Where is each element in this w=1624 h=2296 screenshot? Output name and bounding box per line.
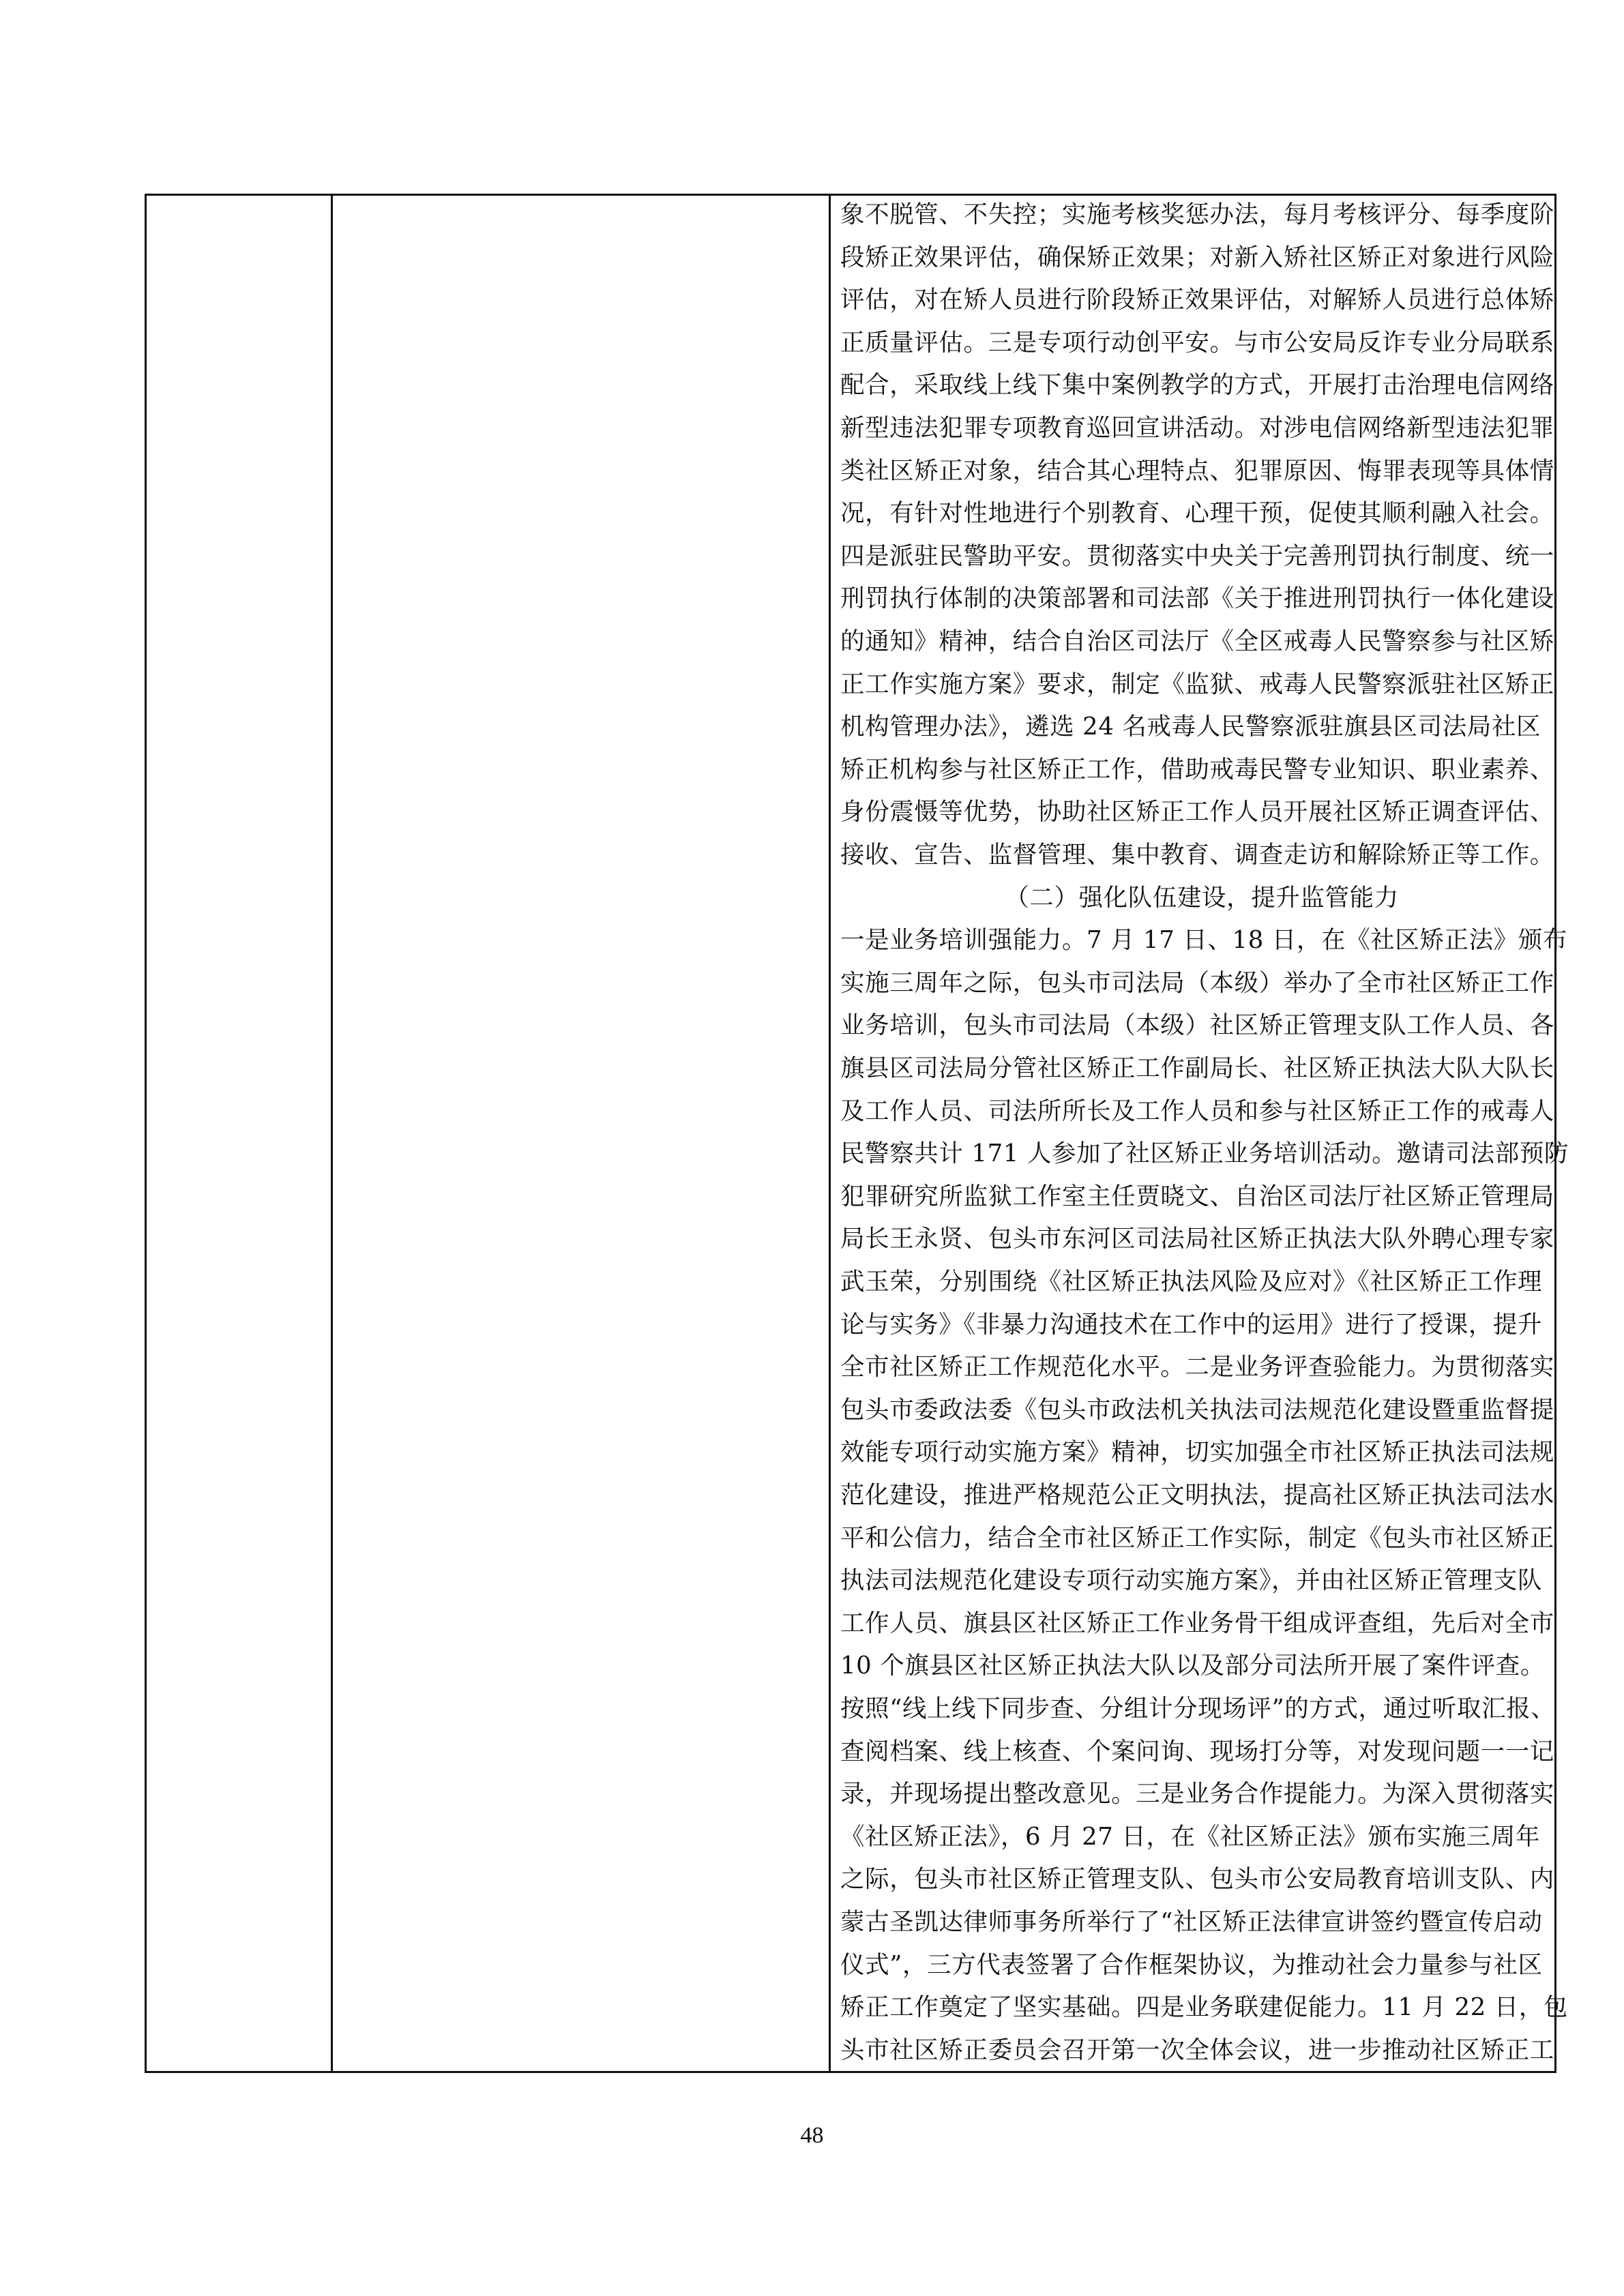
text-line: 象不脱管、不失控；实施考核奖惩办法，每月考核评分、每季度阶 xyxy=(840,200,1554,228)
text-line: 身份震慑等优势，协助社区矫正工作人员开展社区矫正调查评估、 xyxy=(840,798,1554,826)
text-line: 机构管理办法》，遴选 24 名戒毒人民警察派驻旗县区司法局社区 xyxy=(840,713,1541,741)
text-line: 旗县区司法局分管社区矫正工作副局长、社区矫正执法大队大队长 xyxy=(840,1054,1554,1082)
column-divider-1 xyxy=(331,196,333,2071)
text-line: 刑罚执行体制的决策部署和司法部《关于推进刑罚执行一体化建设 xyxy=(840,584,1554,613)
text-line: 接收、宣告、监督管理、集中教育、调查走访和解除矫正等工作。 xyxy=(840,841,1554,869)
text-line: 业务培训，包头市司法局（本级）社区矫正管理支队工作人员、各 xyxy=(840,1011,1554,1040)
text-line: 查阅档案、线上核查、个案问询、现场打分等，对发现问题一一记 xyxy=(840,1737,1554,1765)
text-line: 段矫正效果评估，确保矫正效果；对新入矫社区矫正对象进行风险 xyxy=(840,243,1554,271)
text-line: 及工作人员、司法所所长及工作人员和参与社区矫正工作的戒毒人 xyxy=(840,1097,1554,1125)
text-line: 仪式”，三方代表签署了合作框架协议，为推动社会力量参与社区 xyxy=(840,1950,1543,1979)
text-line: 局长王永贤、包头市东河区司法局社区矫正执法大队外聘心理专家 xyxy=(840,1225,1554,1253)
text-line: 工作人员、旗县区社区矫正工作业务骨干组成评查组，先后对全市 xyxy=(840,1609,1554,1637)
text-line: （二）强化队伍建设，提升监管能力 xyxy=(1005,883,1399,912)
text-line: 正质量评估。三是专项行动创平安。与市公安局反诈专业分局联系 xyxy=(840,328,1554,357)
text-line: 民警察共计 171 人参加了社区矫正业务培训活动。邀请司法部预防 xyxy=(840,1139,1569,1168)
content-table xyxy=(145,194,1569,2073)
text-line: 的通知》精神，结合自治区司法厅《全区戒毒人民警察参与社区矫 xyxy=(840,627,1554,655)
text-line: 头市社区矫正委员会召开第一次全体会议，进一步推动社区矫正工 xyxy=(840,2036,1554,2064)
text-line: 录，并现场提出整改意见。三是业务合作提能力。为深入贯彻落实 xyxy=(840,1780,1554,1808)
text-line: 10 个旗县区社区矫正执法大队以及部分司法所开展了案件评查。 xyxy=(840,1652,1545,1680)
text-line: 蒙古圣凯达律师事务所举行了“社区矫正法律宣讲签约暨宣传启动 xyxy=(840,1908,1543,1936)
text-line: 论与实务》《非暴力沟通技术在工作中的运用》进行了授课，提升 xyxy=(840,1310,1543,1339)
text-line: 一是业务培训强能力。7 月 17 日、18 日，在《社区矫正法》颁布 xyxy=(840,926,1567,955)
text-line: 四是派驻民警助平安。贯彻落实中央关于完善刑罚执行制度、统一 xyxy=(840,541,1554,570)
text-line: 矫正工作奠定了坚实基础。四是业务联建促能力。11 月 22 日，包 xyxy=(840,1993,1568,2022)
page-number: 48 xyxy=(800,2123,824,2148)
text-line: 犯罪研究所监狱工作室主任贾晓文、自治区司法厅社区矫正管理局 xyxy=(840,1182,1554,1210)
text-line: 况，有针对性地进行个别教育、心理干预，促使其顺利融入社会。 xyxy=(840,499,1554,528)
text-line: 按照“线上线下同步查、分组计分现场评”的方式，通过听取汇报、 xyxy=(840,1695,1556,1723)
text-line: 执法司法规范化建设专项行动实施方案》，并由社区矫正管理支队 xyxy=(840,1566,1543,1595)
text-line: 类社区矫正对象，结合其心理特点、犯罪原因、悔罪表现等具体情 xyxy=(840,456,1554,485)
text-line: 新型违法犯罪专项教育巡回宣讲活动。对涉电信网络新型违法犯罪 xyxy=(840,414,1554,442)
text-line: 矫正机构参与社区矫正工作，借助戒毒民警专业知识、职业素养、 xyxy=(840,755,1554,784)
text-line: 效能专项行动实施方案》精神，切实加强全市社区矫正执法司法规 xyxy=(840,1438,1554,1467)
text-line: 武玉荣，分别围绕《社区矫正执法风险及应对》《社区矫正工作理 xyxy=(840,1268,1543,1296)
text-line: 《社区矫正法》，6 月 27 日，在《社区矫正法》颁布实施三周年 xyxy=(840,1822,1541,1851)
text-line: 之际，包头市社区矫正管理支队、包头市公安局教育培训支队、内 xyxy=(840,1865,1554,1894)
table-cell-body-text xyxy=(831,196,1569,2071)
text-line: 配合，采取线上线下集中案例教学的方式，开展打击治理电信网络 xyxy=(840,371,1554,400)
text-line: 范化建设，推进严格规范公正文明执法，提高社区矫正执法司法水 xyxy=(840,1481,1554,1509)
text-line: 包头市委政法委《包头市政法机关执法司法规范化建设暨重监督提 xyxy=(840,1395,1554,1424)
text-line: 全市社区矫正工作规范化水平。二是业务评查验能力。为贯彻落实 xyxy=(840,1353,1554,1382)
text-line: 评估，对在矫人员进行阶段矫正效果评估，对解矫人员进行总体矫 xyxy=(840,286,1554,314)
text-line: 实施三周年之际，包头市司法局（本级）举办了全市社区矫正工作 xyxy=(840,968,1554,997)
text-line: 正工作实施方案》要求，制定《监狱、戒毒人民警察派驻社区矫正 xyxy=(840,670,1554,698)
text-line: 平和公信力，结合全市社区矫正工作实际，制定《包头市社区矫正 xyxy=(840,1523,1554,1552)
